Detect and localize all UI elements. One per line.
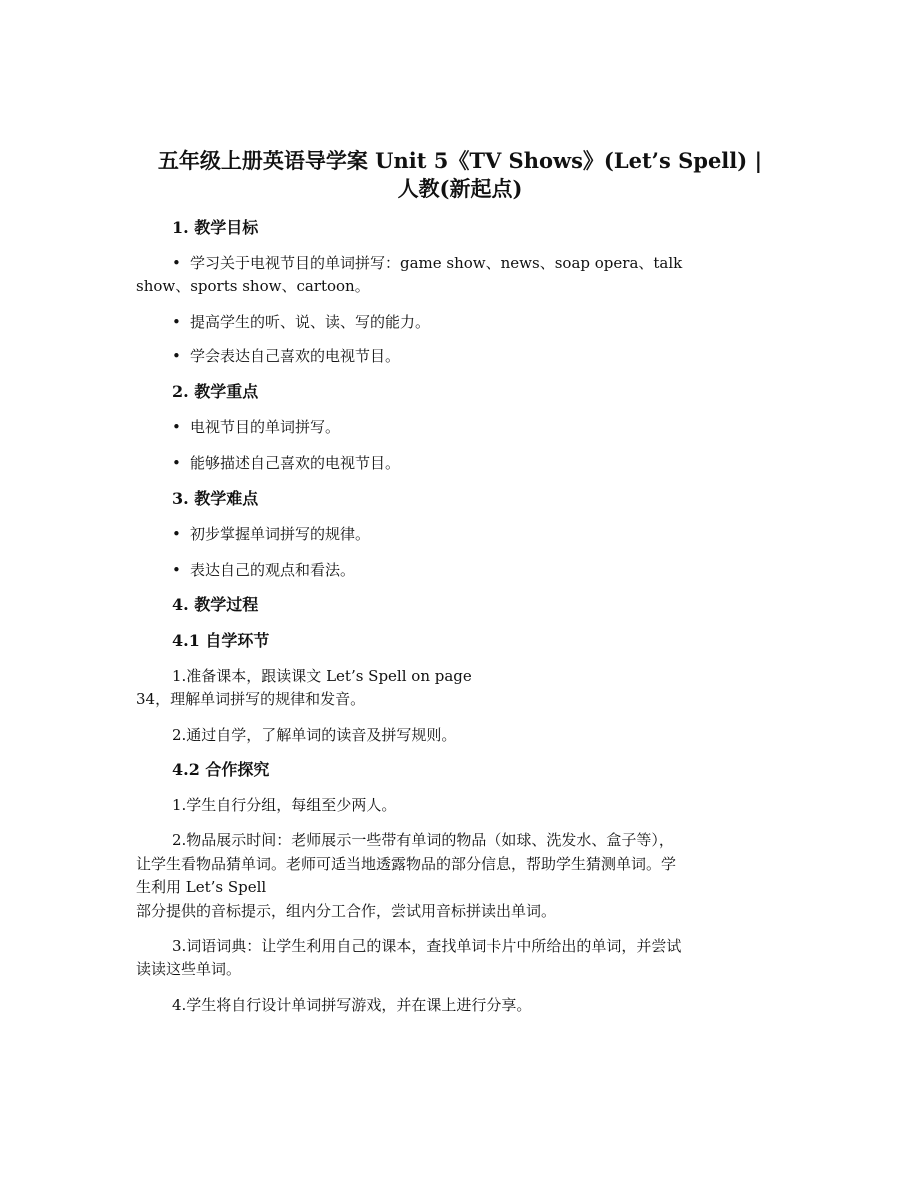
paragraph-line: 2.通过自学，了解单词的读音及拼写规则。 [172, 726, 457, 744]
bullet-item [172, 345, 400, 367]
paragraph-line: 1.学生自行分组，每组至少两人。 [172, 796, 397, 814]
paragraph-line: 2.物品展示时间：老师展示一些带有单词的物品（如球、洗发水、盒子等）， [172, 831, 674, 849]
paragraph-line: 生利用 Let’s Spell [136, 878, 267, 896]
bullet-dot: • [172, 454, 181, 472]
section-heading-key-points: 2. 教学重点 [172, 382, 259, 401]
paragraph-line: 读读这些单词。 [136, 960, 242, 978]
paragraph-line: 3.词语词典：让学生利用自己的课本，查找单词卡片中所给出的单词，并尝试 [172, 937, 682, 955]
paragraph-line: 34，理解单词拼写的规律和发音。 [136, 690, 366, 708]
subsection-heading-cooperation: 4.2 合作探究 [172, 760, 270, 779]
bullet-continuation: show、sports show、cartoon。 [136, 277, 370, 295]
bullet-text: 学会表达自己喜欢的电视节目。 [190, 347, 401, 365]
bullet-dot: • [172, 418, 181, 436]
bullet-item [172, 311, 430, 333]
bullet-item [172, 523, 370, 545]
bullet-text: 电视节目的单词拼写。 [190, 418, 341, 436]
section-heading-process: 4. 教学过程 [172, 595, 259, 614]
bullet-dot: • [172, 525, 181, 543]
bullet-dot: • [172, 254, 181, 272]
bullet-item [172, 252, 682, 274]
bullet-text: 能够描述自己喜欢的电视节目。 [190, 454, 401, 472]
paragraph-line: 让学生看物品猜单词。老师可适当地透露物品的部分信息，帮助学生猜测单词。学 [136, 855, 677, 873]
section-heading-objectives: 1. 教学目标 [172, 218, 259, 237]
bullet-dot: • [172, 561, 181, 579]
paragraph-line: 1.准备课本，跟读课文 Let’s Spell on page [172, 667, 472, 685]
subsection-heading-self-study: 4.1 自学环节 [172, 631, 270, 650]
bullet-text: 提高学生的听、说、读、写的能力。 [190, 313, 431, 331]
bullet-item [172, 559, 355, 581]
bullet-text: 表达自己的观点和看法。 [190, 561, 356, 579]
bullet-text: 学习关于电视节目的单词拼写：game show、news、soap opera、talk [190, 254, 683, 272]
bullet-item [172, 416, 340, 438]
bullet-text: 初步掌握单词拼写的规律。 [190, 525, 371, 543]
paragraph-line: 4.学生将自行设计单词拼写游戏，并在课上进行分享。 [172, 996, 532, 1014]
document-title-line-2: 人教(新起点) [397, 176, 523, 201]
bullet-item [172, 452, 400, 474]
bullet-dot: • [172, 313, 181, 331]
paragraph-line: 部分提供的音标提示，组内分工合作，尝试用音标拼读出单词。 [136, 902, 557, 920]
bullet-dot: • [172, 347, 181, 365]
document-title-line-1: 五年级上册英语导学案 Unit 5《TV Shows》(Let’s Spell) | [157, 148, 763, 173]
section-heading-difficulties: 3. 教学难点 [172, 489, 259, 508]
